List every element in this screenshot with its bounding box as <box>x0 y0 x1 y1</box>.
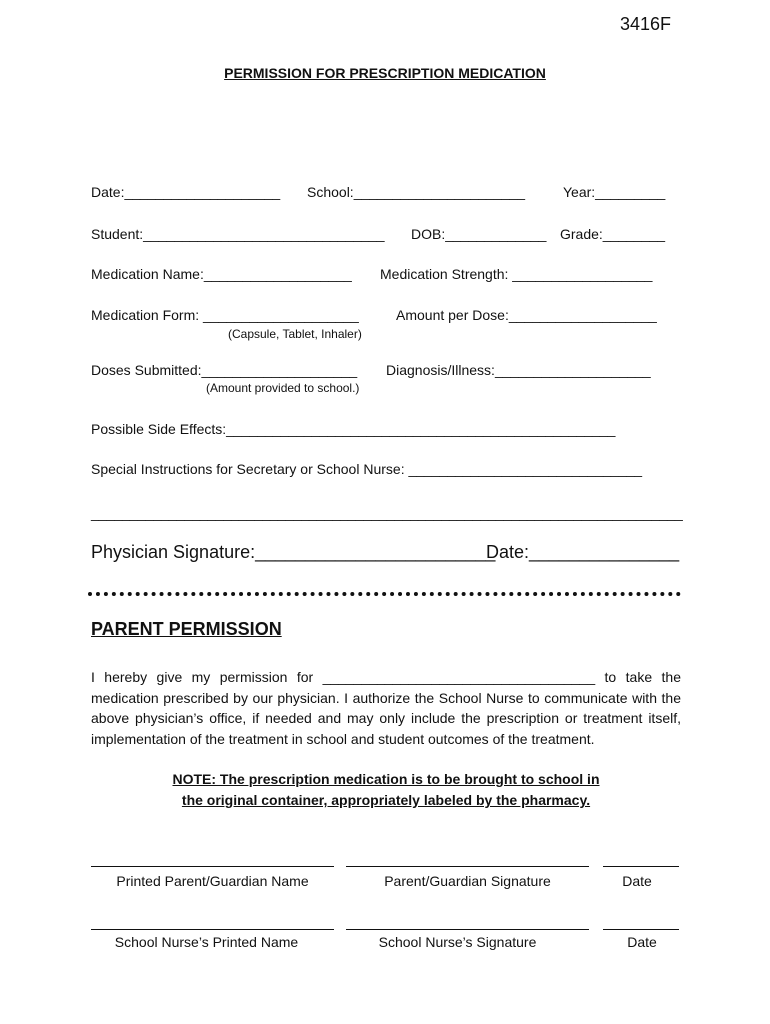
dotted-divider <box>88 592 681 596</box>
physician-date-field[interactable]: Date:_______________ <box>486 542 680 562</box>
nurse-signature-line[interactable] <box>346 929 589 930</box>
printed-parent-name-line[interactable] <box>91 866 334 867</box>
medication-form-field[interactable]: Medication Form: ____________________ <box>91 307 359 323</box>
diagnosis-field[interactable]: Diagnosis/Illness:____________________ <box>386 362 651 378</box>
dob-field[interactable]: DOB:_____________ <box>411 226 547 242</box>
student-field[interactable]: Student:_______________________________ <box>91 226 385 242</box>
printed-parent-name-label: Printed Parent/Guardian Name <box>116 873 309 889</box>
nurse-printed-name-line[interactable] <box>91 929 334 930</box>
amount-per-dose-field[interactable]: Amount per Dose:___________________ <box>396 307 657 323</box>
form-number: 3416F <box>620 14 672 34</box>
special-instructions-field[interactable]: Special Instructions for Secretary or School Nurse: ______________________________ <box>91 461 643 477</box>
side-effects-field[interactable]: Possible Side Effects:__________________________________________________ <box>91 421 616 437</box>
nurse-date-line[interactable] <box>603 929 679 930</box>
parent-permission-heading: PARENT PERMISSION <box>91 619 282 639</box>
grade-field[interactable]: Grade:________ <box>560 226 666 242</box>
parent-signature-label: Parent/Guardian Signature <box>384 873 551 889</box>
nurse-printed-name-label: School Nurse’s Printed Name <box>114 934 299 950</box>
parent-signature-line[interactable] <box>346 866 589 867</box>
page-title: PERMISSION FOR PRESCRIPTION MEDICATION <box>224 65 546 81</box>
physician-signature-field[interactable]: Physician Signature:________________________ <box>91 542 496 562</box>
school-field[interactable]: School:______________________ <box>307 184 525 200</box>
parent-permission-paragraph: I hereby give my permission for ___________________________________ to take the medication prescribed by our physician. I authorize the School Nurse to communicate with the above physician’s office, if needed and may only include the prescription or treatment itself, implementation of the treatment in school and student outcomes of the treatment. <box>91 669 681 747</box>
medication-strength-field[interactable]: Medication Strength: __________________ <box>380 266 653 282</box>
medication-name-field[interactable]: Medication Name:___________________ <box>91 266 352 282</box>
doses-submitted-hint: (Amount provided to school.) <box>206 381 360 395</box>
year-field[interactable]: Year:_________ <box>563 184 666 200</box>
note-line-1: NOTE: The prescription medication is to be brought to school in <box>172 771 600 787</box>
note-line-2: the original container, appropriately labeled by the pharmacy. <box>181 792 591 808</box>
parent-date-line[interactable] <box>603 866 679 867</box>
date-field[interactable]: Date:____________________ <box>91 184 281 200</box>
nurse-signature-label: School Nurse’s Signature <box>378 934 537 950</box>
parent-date-label: Date <box>622 873 652 889</box>
medication-form-hint: (Capsule, Tablet, Inhaler) <box>228 327 362 341</box>
doses-submitted-field[interactable]: Doses Submitted:____________________ <box>91 362 358 378</box>
special-instructions-extra-line[interactable]: ____________________________________________________________________________ <box>91 505 683 521</box>
nurse-date-label: Date <box>627 934 657 950</box>
